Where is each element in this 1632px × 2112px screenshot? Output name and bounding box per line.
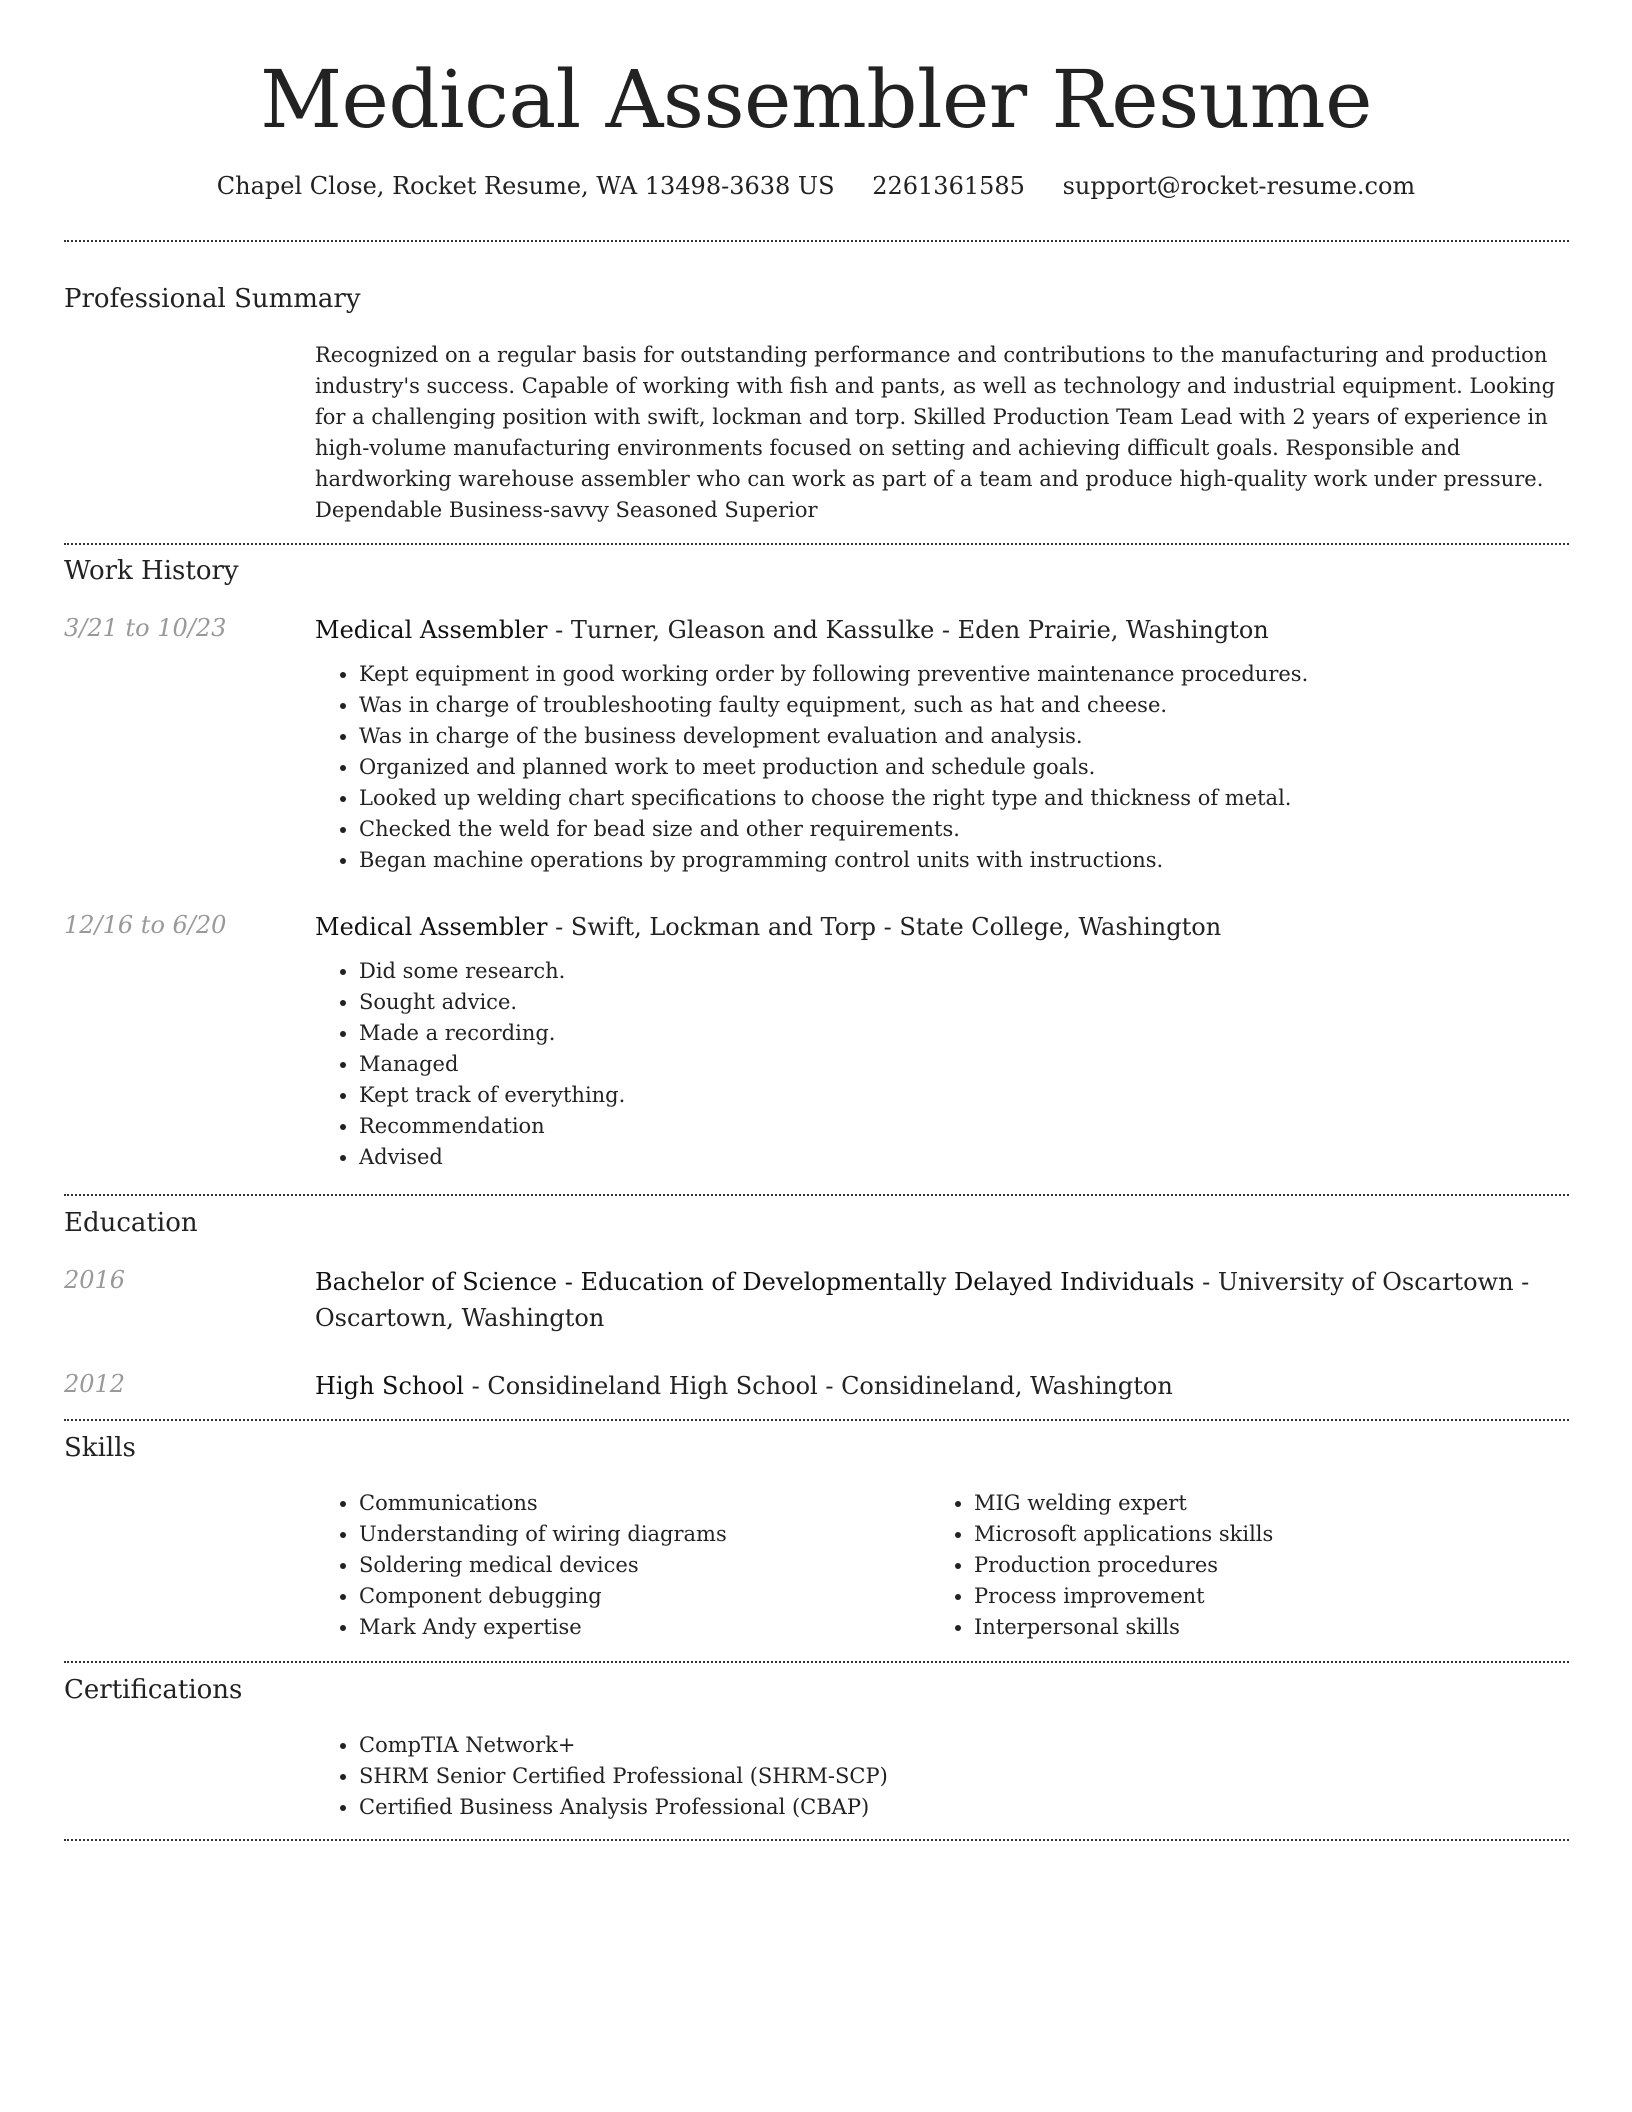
job-dates: 12/16 to 6/20 — [64, 911, 227, 939]
list-item: • Advised — [359, 1142, 1569, 1173]
list-item: • Soldering medical devices — [359, 1550, 875, 1581]
job-dates: 3/21 to 10/23 — [64, 614, 227, 642]
list-item: • Organized and planned work to meet production and schedule goals. — [359, 752, 1569, 783]
job-employer: - Swift, Lockman and Torp - State College, Washington — [547, 913, 1222, 941]
section-title-education: Education — [64, 1208, 198, 1238]
divider — [64, 240, 1569, 242]
education-degree: High School — [315, 1372, 464, 1400]
list-item: • Interpersonal skills — [974, 1612, 1490, 1643]
list-item: • Certified Business Analysis Professional (CBAP) — [359, 1792, 1569, 1823]
list-item: • SHRM Senior Certified Professional (SHRM-SCP) — [359, 1761, 1569, 1792]
education-school: - Considineland High School - Considineland, Washington — [463, 1372, 1173, 1400]
divider — [64, 1661, 1569, 1663]
section-title-certifications: Certifications — [64, 1675, 243, 1705]
list-item: • Began machine operations by programming control units with instructions. — [359, 845, 1569, 876]
contact-phone: 2261361585 — [872, 172, 1025, 200]
divider — [64, 1194, 1569, 1196]
list-item: • Microsoft applications skills — [974, 1519, 1490, 1550]
education-school: - University of Oscartown - Oscartown, Washington — [315, 1268, 1530, 1332]
list-item: • Did some research. — [359, 956, 1569, 987]
education-year: 2016 — [64, 1266, 126, 1294]
page-title: Medical Assembler Resume — [260, 53, 1372, 146]
divider — [64, 543, 1569, 545]
list-item: • Was in charge of troubleshooting faulty equipment, such as hat and cheese. — [359, 690, 1569, 721]
education-title — [315, 1264, 1569, 1336]
job-title — [315, 909, 1569, 945]
list-item: • Was in charge of the business development evaluation and analysis. — [359, 721, 1569, 752]
education-year: 2012 — [64, 1370, 126, 1398]
job-employer: - Turner, Gleason and Kassulke - Eden Prairie, Washington — [547, 616, 1269, 644]
job-bullets — [315, 956, 1569, 1173]
education-entry — [315, 1264, 1569, 1336]
education-degree: Bachelor of Science - Education of Developmentally Delayed Individuals — [315, 1268, 1195, 1296]
list-item: • Understanding of wiring diagrams — [359, 1519, 875, 1550]
job-entry — [315, 612, 1569, 876]
job-entry — [315, 909, 1569, 1173]
list-item: • Managed — [359, 1049, 1569, 1080]
skills-list — [315, 1488, 875, 1643]
divider — [64, 1419, 1569, 1421]
certifications-list — [315, 1730, 1569, 1823]
list-item: • Kept track of everything. — [359, 1080, 1569, 1111]
divider — [64, 1839, 1569, 1841]
contact-address: Chapel Close, Rocket Resume, WA 13498-3638 US — [216, 172, 835, 200]
list-item: • Mark Andy expertise — [359, 1612, 875, 1643]
certifications-block — [315, 1730, 1569, 1823]
list-item: • Recommendation — [359, 1111, 1569, 1142]
list-item: • MIG welding expert — [974, 1488, 1490, 1519]
job-role: Medical Assembler — [315, 913, 548, 941]
skills-list — [930, 1488, 1490, 1643]
list-item: • Made a recording. — [359, 1018, 1569, 1049]
job-role: Medical Assembler — [315, 616, 548, 644]
section-title-work: Work History — [64, 556, 239, 586]
job-bullets — [315, 659, 1569, 876]
section-title-skills: Skills — [64, 1433, 136, 1463]
education-title — [315, 1368, 1569, 1404]
contact-line — [0, 172, 1632, 200]
list-item: • Production procedures — [974, 1550, 1490, 1581]
education-entry — [315, 1368, 1569, 1404]
job-title — [315, 612, 1569, 648]
list-item: • Process improvement — [974, 1581, 1490, 1612]
list-item: • Looked up welding chart specifications to choose the right type and thickness of metal. — [359, 783, 1569, 814]
skills-column-right — [930, 1488, 1490, 1643]
resume-header — [0, 0, 1632, 200]
section-title-summary: Professional Summary — [64, 284, 361, 314]
list-item: • Sought advice. — [359, 987, 1569, 1018]
summary-text: Recognized on a regular basis for outstanding performance and contributions to the manufacturing and production industry's success. Capable of working with fish and pants, as well as technology and industrial equipment. Looking for a challenging position with swift, lockman and torp. Skilled Production Team Lead with 2 years of experience in high-volume manufacturing environments focused on setting and achieving difficult goals. Responsible and hardworking warehouse assembler who can work as part of a team and produce high-quality work under pressure. Dependable Business-savvy Seasoned Superior — [315, 343, 1556, 522]
list-item: • Kept equipment in good working order by following preventive maintenance procedures. — [359, 659, 1569, 690]
skills-column-left — [315, 1488, 875, 1643]
list-item: • Checked the weld for bead size and other requirements. — [359, 814, 1569, 845]
list-item: • Communications — [359, 1488, 875, 1519]
contact-email: support@rocket-resume.com — [1062, 172, 1416, 200]
list-item: • Component debugging — [359, 1581, 875, 1612]
list-item: • CompTIA Network+ — [359, 1730, 1569, 1761]
